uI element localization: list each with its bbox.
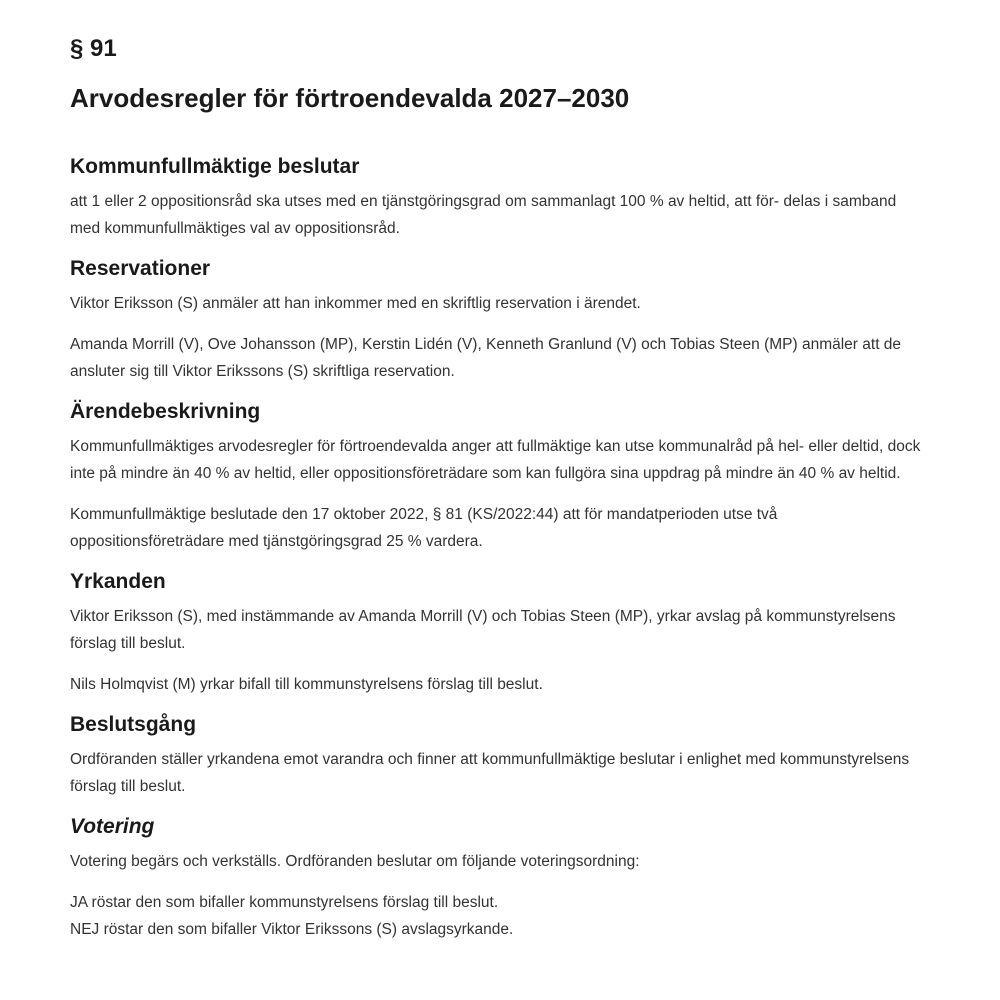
section-procedure [70,712,930,800]
section-vote [70,814,930,943]
section-paragraph: Amanda Morrill (V), Ove Johansson (MP), Kerstin Lidén (V), Kenneth Granlund (V) och Tobias Steen (MP) anmäler att de ansluter sig till Viktor Erikssons (S) skriftliga reservation. [70,336,902,380]
section-heading: Votering [70,815,155,838]
page-title: Arvodesregler för förtroendevalda 2027–2030 [70,83,630,113]
section-description [70,399,930,555]
section-paragraph: Nils Holmqvist (M) yrkar bifall till kommunstyrelsens förslag till beslut. [70,676,543,693]
document-page [70,34,930,953]
section-motions [70,569,930,698]
section-paragraph: Kommunfullmäktige beslutade den 17 oktober 2022, § 81 (KS/2022:44) att för mandatperioden utse två oppositionsföreträdare med tjänstgöringsgrad 25 % vardera. [70,506,778,550]
section-heading: Beslutsgång [70,713,197,736]
section-heading: Yrkanden [70,570,166,593]
section-heading: Reservationer [70,257,211,280]
vote-line-no: NEJ röstar den som bifaller Viktor Erikssons (S) avslagsyrkande. [70,921,514,938]
section-heading: Ärendebeskrivning [70,400,261,423]
section-reservations [70,256,930,385]
paragraph-number: § 91 [70,35,117,62]
section-decision [70,154,930,242]
vote-line-yes: JA röstar den som bifaller kommunstyrelsens förslag till beslut. [70,894,499,911]
section-paragraph: Kommunfullmäktiges arvodesregler för förtroendevalda anger att fullmäktige kan utse kommunalråd på hel- eller deltid, dock inte på mindre än 40 % av heltid, eller oppositionsföreträdare som kan fullgöra sina uppdrag på mindre än 40 % av heltid. [70,438,921,482]
section-paragraph: att 1 eller 2 oppositionsråd ska utses med en tjänstgöringsgrad om sammanlagt 100 % av heltid, att för- delas i samband med kommunfullmäktiges val av oppositionsråd. [70,193,897,237]
section-heading: Kommunfullmäktige beslutar [70,155,360,178]
section-paragraph: Ordföranden ställer yrkandena emot varandra och finner att kommunfullmäktige beslutar i enlighet med kommunstyrelsens förslag till beslut. [70,751,910,795]
section-paragraph: Viktor Eriksson (S), med instämmande av Amanda Morrill (V) och Tobias Steen (MP), yrkar avslag på kommunstyrelsens förslag till beslut. [70,608,896,652]
section-paragraph: Viktor Eriksson (S) anmäler att han inkommer med en skriftlig reservation i ärendet. [70,295,641,312]
section-paragraph: Votering begärs och verkställs. Ordföranden beslutar om följande voteringsordning: [70,853,640,870]
